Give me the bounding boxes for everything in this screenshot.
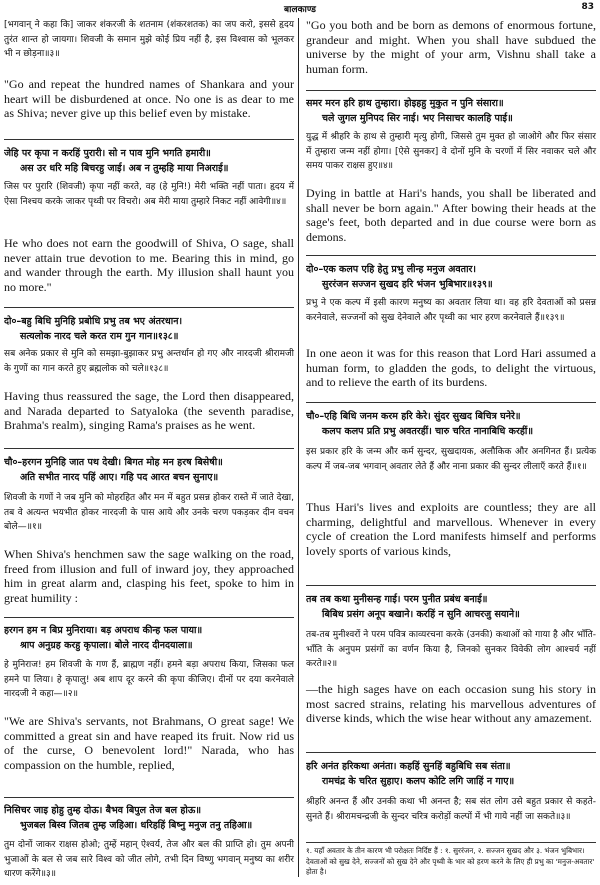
rule [306, 90, 596, 91]
rule [4, 797, 294, 798]
verse-line: हरि अनंत हरिकथा अनंता। कहहिं सुनहिं बहुबिधि सब संता॥ [306, 761, 511, 772]
rule [306, 752, 596, 753]
english-translation [306, 346, 596, 390]
verse-line: अति सभीत नारद पहिं आए। गहि पद आरत बचन सुनाए॥ [20, 472, 219, 483]
running-title: बालकाण्ड [284, 5, 316, 15]
english-translation [4, 77, 294, 121]
hindi-translation [4, 18, 294, 62]
footnote [306, 846, 596, 878]
english-text: "Go you both and be born as demons of enormous fortune, grandeur and might. When you shall have subdued the universe by the might of your arm, Vishnu shall take a human form. [306, 18, 596, 76]
verse [4, 146, 294, 176]
chaupai [306, 409, 596, 439]
rule [306, 585, 596, 586]
hindi-translation [306, 628, 596, 672]
verse-line: जेहि पर कृपा न करहिं पुरारी। सो न पाव मुनि भगति हमारी॥ [4, 148, 211, 159]
verse-line: सत्यलोक नारद चले करत राम गुन गान॥१३८॥ [20, 331, 179, 342]
verse-line: निसिचर जाइ होहु तुम्ह दोऊ। बैभव बिपुल तेज बल होऊ॥ [4, 805, 202, 816]
hindi-text: हे मुनिराज! हम शिवजी के गण हैं, ब्राह्मण नहीं। हमने बड़ा अपराध किया, जिसका फल हमने पा लिया। हे कृपालु! अब शाप दूर करने की कृपा कीजिए। दीनों पर दया करनेवाले नारदजी ने कहा—॥२॥ [4, 660, 294, 699]
hindi-translation [306, 296, 596, 325]
english-translation [4, 236, 294, 294]
rule [4, 617, 294, 618]
hindi-text: प्रभु ने एक कल्प में इसी कारण मनुष्य का अवतार लिया था। वह हरि देवताओं को प्रसन्न करनेवाले, सज्जनों को सुख देनेवाले और पृथ्वी का भार हरण करनेवाले हैं॥१३९॥ [306, 298, 596, 323]
hindi-text: तब-तब मुनीश्वरों ने परम पवित्र काव्यरचना करके (उनकी) कथाओं को गाया है और भाँति-भाँति के अनुपम प्रसंगों का वर्णन किया है, जिनको सुनकर विवेकी लोग आश्चर्य नहीं करते॥२॥ [306, 630, 596, 669]
verse-line: हरगन हम न बिप्र मुनिराया। बड़ अपराध कीन्ह फल पाया॥ [4, 625, 203, 636]
verse-line: समर मरन हरि हाथ तुम्हारा। होइहहु मुकुत न पुनि संसारा॥ [306, 98, 504, 109]
english-text: In one aeon it was for this reason that Lord Hari assumed a human form, to gladden the gods, to delight the virtuous, and to relieve the earth of its burdens. [306, 346, 596, 390]
hindi-translation [306, 445, 596, 474]
verse [306, 759, 596, 789]
hindi-translation [306, 795, 596, 824]
verse-line: अस उर धरि महि बिचरहु जाई। अब न तुम्हहि माया निअराई॥ [20, 163, 229, 174]
page-header [4, 2, 596, 16]
hindi-translation [4, 180, 294, 209]
hindi-text: [भगवान्‌ ने कहा कि] जाकर शंकरजी के शतनाम (शंकरशतक) का जप करो, इससे हृदय तुरंत शान्त हो जायगा। शिवजी के समान मुझे कोई प्रिय नहीं है, इस विश्वास को भूलकर भी न छोड़ना॥३॥ [4, 20, 294, 59]
verse-line: कलप कलप प्रति प्रभु अवतरहीं। चारु चरित नानाबिधि करहीं॥ [322, 426, 534, 437]
chaupai [4, 455, 294, 485]
english-translation [4, 547, 294, 605]
verse [306, 592, 596, 622]
hindi-text: तुम दोनों जाकर राक्षस होओ; तुम्हें महान्‌ ऐश्वर्य, तेज और बल की प्राप्ति हो। तुम अपनी भुजाओं के बल से जब सारे विश्व को जीत लोगे, तभी दिन विष्णु भगवान्‌ मनुष्य का शरीर धारण करेंगे॥३॥ [4, 840, 294, 879]
english-text: "We are Shiva's servants, not Brahmans, O great sage! We committed a great sin and have reaped its fruit. Now rid us of the curse, O benevolent lord!" Narada, who has compassion on the humble, replied, [4, 714, 294, 772]
hindi-text: जिस पर पुरारि (शिवजी) कृपा नहीं करते, वह (हे मुनि!) मेरी भक्ति नहीं पाता। हृदय में ऐसा निश्चय करके जाकर पृथ्वी पर विचरो। अब मेरी माया तुम्हारे निकट नहीं आवेगी॥४॥ [4, 182, 294, 207]
english-translation [4, 389, 294, 433]
english-translation [306, 500, 596, 558]
footnote-rule [306, 842, 596, 843]
hindi-translation [4, 491, 294, 535]
page-number: 83 [581, 2, 594, 12]
column-divider [298, 18, 299, 877]
verse-line: तब तब कथा मुनीसन्ह गाई। परम पुनीत प्रबंध बनाई॥ [306, 594, 488, 605]
hindi-translation [4, 658, 294, 702]
verse-line: श्राप अनुग्रह करहु कृपाला। बोले नारद दीनदयाला॥ [20, 640, 193, 651]
verse-line: दो०–बहु बिधि मुनिहि प्रबोधि प्रभु तब भए अंतरधान। [4, 316, 183, 327]
hindi-text: युद्ध में श्रीहरि के हाथ से तुम्हारी मृत्यु होगी, जिससे तुम मुक्त हो जाओगे और फिर संसार में तुम्हारा जन्म नहीं होगा। [ऐसे सुनकर] वे दोनों मुनि के चरणों में सिर नवाकर चले और समय पाकर राक्षस हुए॥४॥ [306, 132, 596, 171]
english-text: When Shiva's henchmen saw the sage walking on the road, freed from illusion and full of inward joy, they approached him in great alarm and, clasping his feet, spoke to him in great humility : [4, 547, 294, 605]
english-translation [306, 186, 596, 244]
verse [4, 623, 294, 653]
rule [4, 448, 294, 449]
doha [306, 262, 596, 292]
footnote-text: १. यहाँ अवतार के तीन कारण भी परोक्षतः निर्दिष्ट हैं : १. सुररंजन, २. सज्जन सुखद और ३. भंजन भुबिभार। देवताओं को सुख देने, सज्जनों को सुख देने और पृथ्वी के भार को हरण करने के लिए ही प्रभु का 'मनुज-अवतार' होता है। [306, 846, 595, 876]
hindi-translation [4, 347, 294, 376]
english-text: Thus Hari's lives and exploits are countless; they are all charming, delightful and marvellous. Whenever in every cycle of creation the Lord manifests himself and performs lovely sports of various kinds, [306, 500, 596, 558]
rule [306, 402, 596, 403]
hindi-translation [306, 130, 596, 174]
verse-line: रामचंद्र के चरित सुहाए। कलप कोटि लगि जाहिं न गाए॥ [322, 776, 515, 787]
english-text: "Go and repeat the hundred names of Shankara and your heart will be disburdened at once. No one is as dear to me as Shiva; never give up this belief even by mistake. [4, 77, 294, 121]
english-translation [306, 18, 596, 76]
verse-line: चले जुगल मुनिपद सिर नाई। भए निसाचर कालहि पाई॥ [322, 113, 513, 124]
english-text: Having thus reassured the sage, the Lord then disappeared, and Narada departed to Satyaloka (the seventh paradise, Brahma's realm), singing Rama's praises as he went. [4, 389, 294, 433]
rule [306, 255, 596, 256]
verse [4, 803, 294, 833]
verse-line: चौ०–एहि बिधि जनम करम हरि केरे। सुंदर सुखद बिचित्र घनेरे॥ [306, 411, 521, 422]
rule [4, 307, 294, 308]
verse-line: सुररंजन सज्जन सुखद हरि भंजन भुबिभार॥१३९॥ [322, 279, 493, 290]
verse-line: चौ०–हरगन मुनिहि जात पथ देखी। बिगत मोह मन हरष बिसेषी॥ [4, 457, 223, 468]
english-translation [306, 682, 596, 726]
hindi-text: सब अनेक प्रकार से मुनि को समझा-बुझाकर प्रभु अन्तर्धान हो गए और नारदजी श्रीरामजी के गुणों का गान करते हुए ब्रह्मलोक को चले॥१३८॥ [4, 349, 294, 374]
verse-line: दो०–एक कलप एहि हेतु प्रभु लीन्ह मनुज अवतार। [306, 264, 477, 275]
verse [306, 96, 596, 126]
hindi-text: इस प्रकार हरि के जन्म और कर्म सुन्दर, सुखदायक, अलौकिक और अनगिनत हैं। प्रत्येक कल्प में जब-जब भगवान्‌ अवतार लेते हैं और नाना प्रकार की सुन्दर लीलाएँ करते हैं॥१॥ [306, 447, 596, 472]
verse-line: भुजबल बिस्व जितब तुम्ह जहिआ। धरिहहिं बिष्नु मनुज तनु तहिआ॥ [20, 820, 253, 831]
hindi-text: श्रीहरि अनन्त हैं और उनकी कथा भी अनन्त है; सब संत लोग उसे बहुत प्रकार से कहते-सुनते हैं। श्रीरामचन्द्रजी के सुन्दर चरित्र करोड़ों कल्पों में भी गाये नहीं जा सकते॥३॥ [306, 797, 596, 822]
english-text: He who does not earn the goodwill of Shiva, O sage, shall never attain true devotion to me. Bearing this in mind, go and wander through the earth. My illusion shall haunt you no more." [4, 236, 294, 294]
doha [4, 314, 294, 344]
hindi-translation [4, 838, 294, 882]
english-text: —the high sages have on each occasion sung his story in most sacred strains, relating his marvellous adventures of diverse kinds, which the wise hear without any amazement. [306, 682, 596, 726]
hindi-text: शिवजी के गणों ने जब मुनि को मोहरहित और मन में बहुत प्रसन्न होकर रास्ते में जाते देखा, तब वे अत्यन्त भयभीत होकर नारदजी के पास आये और उनके चरण पकड़कर दीन वचन बोले—॥१॥ [4, 493, 294, 532]
rule [4, 139, 294, 140]
english-translation [4, 714, 294, 772]
verse-line: बिबिध प्रसंग अनूप बखाने। करहिं न सुनि आचरजु सयाने॥ [322, 609, 520, 620]
english-text: Dying in battle at Hari's hands, you shall be liberated and shall never be born again." After bowing their heads at the sage's feet, both departed and in due course were born as demons. [306, 186, 596, 244]
